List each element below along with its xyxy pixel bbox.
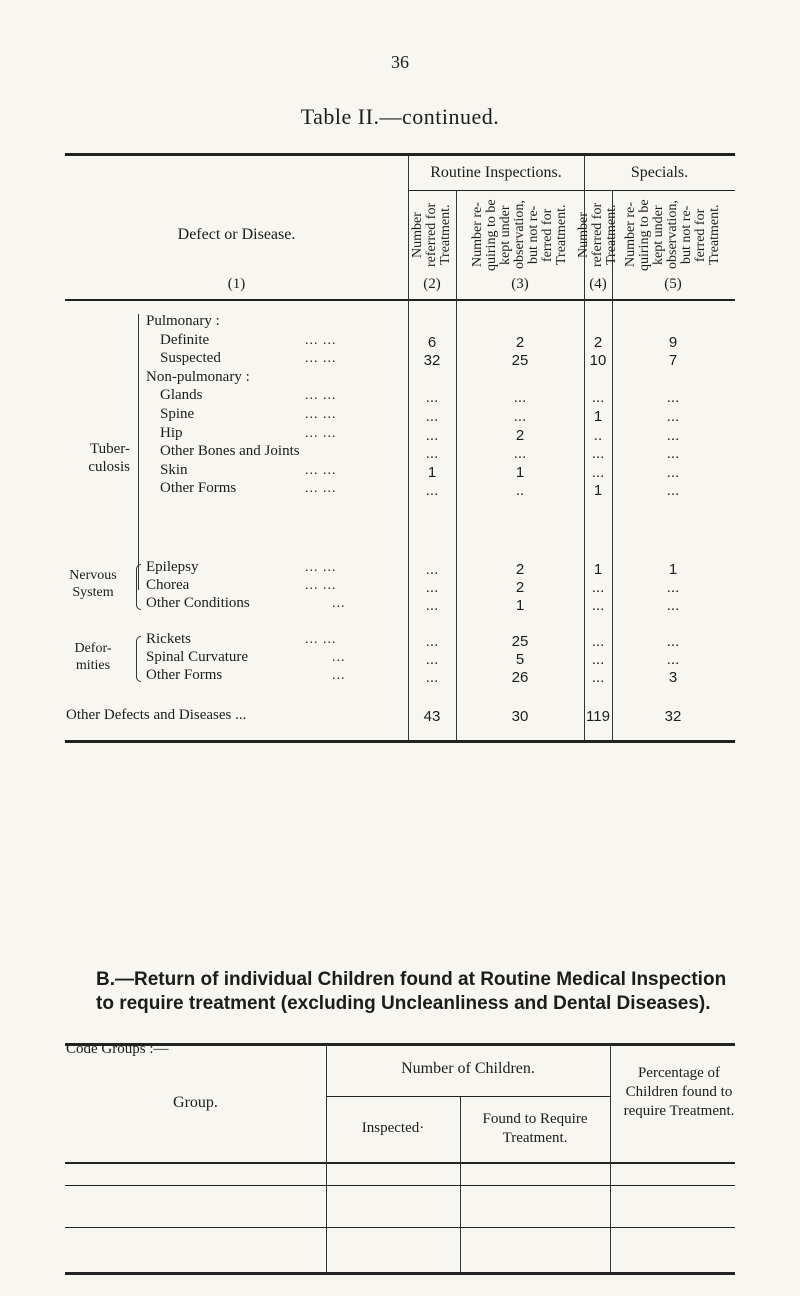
leader-dots: ...: [332, 650, 346, 665]
tb-group-line-2: culosis: [88, 459, 130, 475]
tb-row-1-col-5: 9: [668, 333, 678, 351]
col-header-2: Number referred for Treatment.: [410, 202, 453, 268]
total-top-rule: [65, 1185, 735, 1186]
leader-dots: ... ...: [305, 425, 337, 441]
table-a-bottom-rule: [65, 740, 735, 743]
tb-row-4-col-5: ...: [666, 389, 680, 407]
nervous-system-group-label: [58, 567, 128, 601]
tb-row-5-col-4: 1: [593, 408, 603, 425]
tb-row-4-col-4: ...: [591, 389, 605, 407]
tb-row-9-col-2: ...: [425, 482, 439, 500]
leader-dots: ...: [332, 596, 346, 611]
ns-group-line-2: System: [72, 585, 114, 600]
leader-dots: ...: [332, 668, 346, 683]
ns-row-0-col-3: 2: [515, 561, 525, 578]
deformities-brace: [136, 636, 141, 682]
ns-row-2-col-2: ...: [425, 597, 439, 614]
tb-row-label: Spine: [160, 406, 195, 422]
table-b-header-bottom-rule: [65, 1162, 735, 1164]
tb-row-2-col-5: 7: [668, 352, 678, 370]
other-defects-label: Other Defects and Diseases ...: [66, 707, 247, 723]
leader-dots: ... ...: [305, 332, 337, 348]
found-header: Found to Require Treatment.: [482, 1111, 588, 1146]
number-of-children-header: Number of Children.: [401, 1060, 535, 1077]
tb-row-5-col-2: ...: [425, 408, 439, 425]
tb-row-9-col-5: ...: [666, 482, 680, 500]
other-defects-col-4: 119: [586, 708, 610, 725]
tb-row-label: Other Forms: [160, 480, 237, 497]
tb-row-label: Hip: [160, 424, 183, 441]
tb-row-1-col-4: 2: [593, 333, 603, 351]
df-group-line-1: Defor-: [74, 641, 112, 656]
ns-row-label: Epilepsy: [146, 559, 199, 575]
number-header-rule: [326, 1096, 610, 1097]
ns-row-0-col-2: ...: [425, 561, 439, 578]
df-row-2-col-3: 26: [511, 669, 529, 686]
tb-row-label: Other Bones and Joints: [160, 443, 300, 460]
df-row-2-col-4: ...: [591, 669, 605, 686]
tb-row-1-col-2: 6: [427, 333, 437, 351]
df-row-1-col-2: ...: [425, 651, 439, 668]
ns-row-1-col-3: 2: [515, 579, 525, 596]
df-row-0-col-5: ...: [666, 633, 680, 650]
tb-row-7-col-3: ...: [513, 445, 527, 463]
ns-group-line-1: Nervous: [69, 568, 117, 583]
leader-dots: ... ...: [305, 578, 337, 593]
tb-row-8-col-3: 1: [515, 463, 525, 481]
df-row-0-col-3: 25: [511, 633, 529, 650]
ns-row-0-col-4: 1: [593, 561, 603, 578]
ns-row-0-col-5: 1: [668, 561, 678, 578]
tb-row-2-col-2: 32: [423, 352, 441, 370]
col-index-1: (1): [227, 276, 246, 292]
defect-header: Defect or Disease.: [177, 226, 296, 243]
df-group-line-2: mities: [75, 658, 111, 673]
df-row-2-col-2: ...: [425, 669, 439, 686]
specials-header: Specials.: [630, 164, 689, 181]
tb-row-label: Skin: [160, 461, 188, 478]
tb-row-4-col-3: ...: [513, 389, 527, 407]
table-caption: Table II.—continued.: [300, 104, 500, 129]
table-b-divider-1: [326, 1046, 327, 1272]
ns-row-1-col-4: ...: [591, 579, 605, 596]
col-header-3: Number re- quiring to be kept under observation, but not re- ferred for Treatment.: [470, 199, 569, 271]
other-defects-col-5: 32: [664, 708, 682, 725]
table-a-top-rule: [65, 153, 735, 156]
tb-row-2-col-3: 25: [511, 352, 529, 370]
group-header: Group.: [173, 1094, 218, 1111]
col-header-4: Number referred for Treatment.: [576, 202, 619, 268]
ns-row-1-col-5: ...: [666, 579, 680, 596]
tb-row-6-col-3: 2: [515, 426, 525, 444]
df-row-label: Rickets: [146, 631, 191, 647]
section-b-heading: B.—Return of individual Children found at Routine Medical Inspection to require treatment (excluding Uncleanliness and Dental Diseases).: [96, 969, 727, 1014]
df-row-label: Spinal Curvature: [146, 649, 249, 665]
col-index-5: (5): [664, 276, 682, 292]
total-bottom-rule: [65, 1227, 735, 1228]
tb-group-line-1: Tuber-: [90, 441, 130, 457]
tb-row-2-col-4: 10: [589, 352, 607, 370]
tb-row-5-col-5: ...: [666, 408, 680, 425]
df-row-1-col-5: ...: [666, 651, 680, 668]
ns-row-1-col-2: ...: [425, 579, 439, 596]
ns-row-2-col-4: ...: [591, 597, 605, 614]
header-bottom-rule: [65, 299, 735, 301]
df-row-label: Other Forms: [146, 667, 223, 683]
tb-row-6-col-2: ...: [425, 426, 439, 444]
tb-row-6-col-5: ...: [666, 426, 680, 444]
df-row-1-col-4: ...: [591, 651, 605, 668]
tb-row-9-col-3: ..: [515, 482, 525, 500]
tb-row-1-col-3: 2: [515, 333, 525, 351]
col-index-4: (4): [589, 276, 607, 292]
leader-dots: ... ...: [305, 388, 337, 404]
tb-row-8-col-2: 1: [427, 463, 437, 481]
other-defects-col-3: 30: [511, 708, 529, 725]
col-index-2: (2): [423, 276, 441, 292]
leader-dots: ... ...: [305, 481, 337, 497]
other-defects-col-2: 43: [423, 708, 441, 725]
code-groups-label: Code Groups :—: [66, 1041, 169, 1057]
col-index-3: (3): [511, 276, 529, 292]
tb-row-8-col-5: ...: [666, 463, 680, 481]
tb-row-7-col-4: ...: [591, 445, 605, 463]
tuberculosis-group-label: [66, 440, 130, 476]
tb-row-label: Definite: [160, 331, 210, 348]
tb-row-5-col-3: ...: [513, 408, 527, 425]
tb-row-6-col-4: ..: [593, 426, 603, 444]
tb-row-4-col-2: ...: [425, 389, 439, 407]
ns-row-label: Chorea: [146, 577, 190, 593]
df-row-2-col-5: 3: [668, 669, 678, 686]
leader-dots: ... ...: [305, 560, 337, 575]
tb-row-7-col-2: ...: [425, 445, 439, 463]
deformities-group-label: [58, 640, 128, 674]
tb-row-label: Glands: [160, 387, 203, 404]
tb-row-label: Pulmonary :: [146, 313, 220, 329]
df-row-1-col-3: 5: [515, 651, 525, 668]
df-row-0-col-4: ...: [591, 633, 605, 650]
leader-dots: ... ...: [305, 407, 337, 422]
table-b-bottom-rule: [65, 1272, 735, 1275]
tb-row-8-col-4: ...: [591, 463, 605, 481]
ns-row-2-col-3: 1: [515, 597, 525, 614]
tb-row-label: Non-pulmonary :: [146, 368, 250, 385]
leader-dots: ... ...: [305, 351, 337, 367]
nervous-system-brace: [136, 564, 141, 610]
leader-dots: ... ...: [305, 632, 337, 647]
inspected-header: Inspected·: [361, 1120, 425, 1136]
tb-row-9-col-4: 1: [593, 482, 603, 500]
table-b-divider-3: [610, 1046, 611, 1272]
group-header-rule: [408, 190, 735, 191]
page-number: 36: [391, 52, 409, 72]
df-row-0-col-2: ...: [425, 633, 439, 650]
ns-row-2-col-5: ...: [666, 597, 680, 614]
routine-inspections-header: Routine Inspections.: [430, 164, 562, 181]
tb-row-label: Suspected: [160, 350, 221, 367]
leader-dots: ... ...: [305, 462, 337, 478]
tuberculosis-brace: [138, 314, 139, 590]
percentage-header: Percentage of Children found to require Treatment.: [623, 1065, 735, 1119]
col-header-5: Number re- quiring to be kept under observation, but not re- ferred for Treatment.: [623, 199, 722, 271]
ns-row-label: Other Conditions: [146, 595, 250, 611]
tb-row-7-col-5: ...: [666, 445, 680, 463]
